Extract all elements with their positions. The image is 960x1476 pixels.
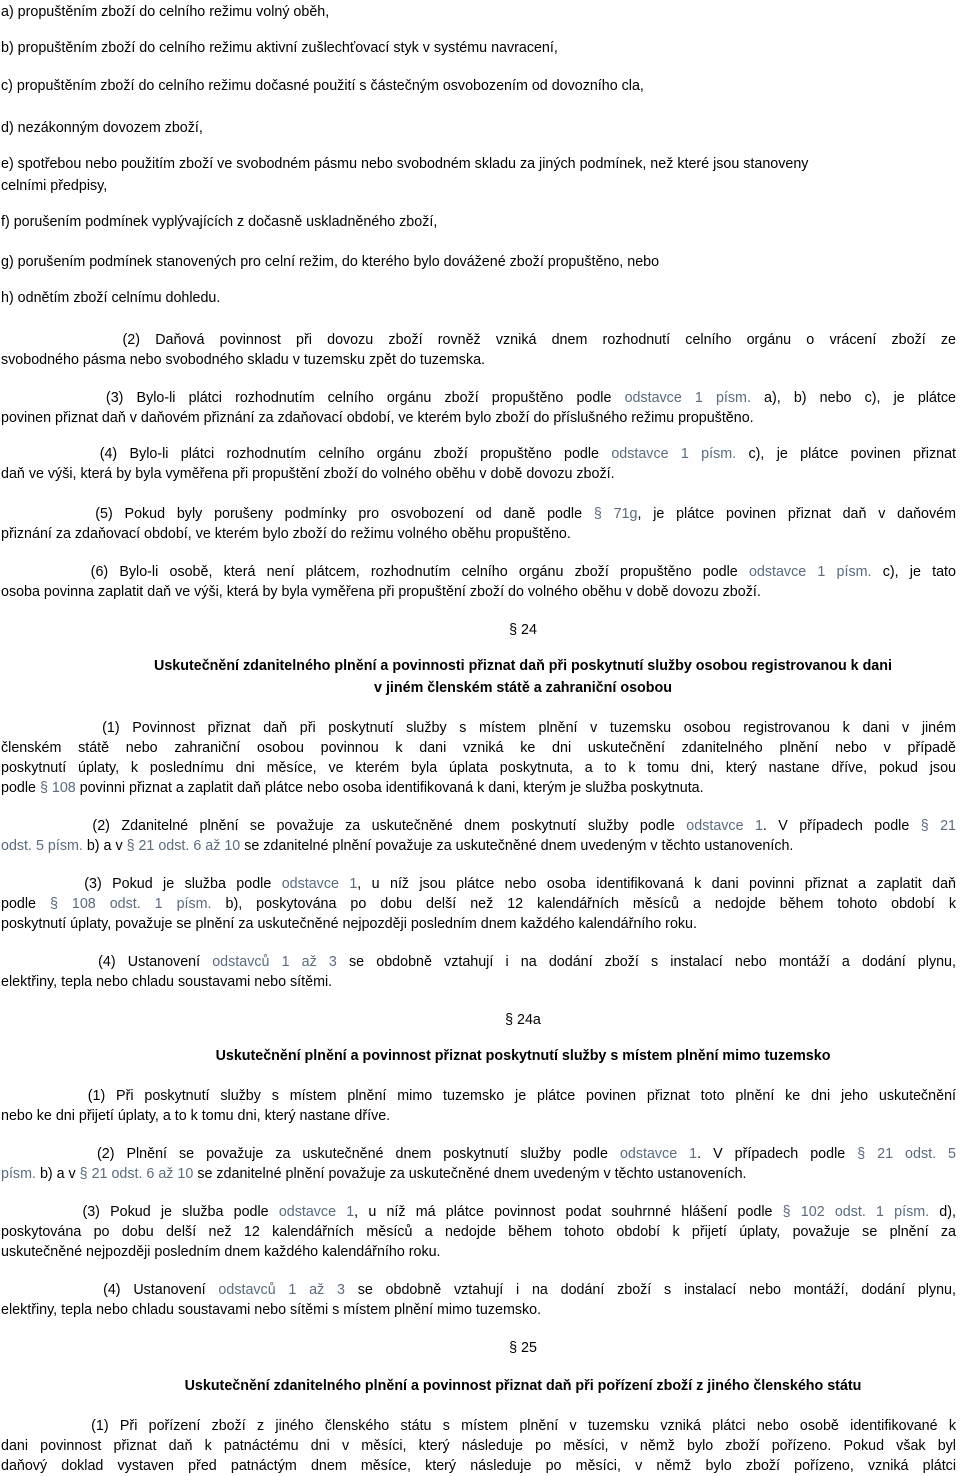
text-segment: (4) Bylo-li plátci rozhodnutím celního orgánu zboží propuštěno podle	[1, 446, 612, 462]
text-line	[1, 758, 956, 778]
text-line	[1, 894, 956, 914]
text-line	[1, 914, 956, 934]
text-line	[1, 76, 956, 96]
text-segment: celními předpisy,	[1, 178, 108, 194]
text-line	[1, 1456, 956, 1476]
text-line	[1, 1300, 956, 1320]
law-reference-link[interactable]: § 21 odst. 6 až 10	[79, 1166, 194, 1182]
law-reference-link[interactable]: § 108	[39, 780, 76, 796]
law-reference-link[interactable]: § 71g	[593, 506, 638, 522]
text-line	[1, 408, 956, 428]
text-line	[1, 874, 956, 894]
law-reference-link[interactable]: odstavce 1 písm.	[611, 446, 737, 462]
text-segment: b) a v	[82, 838, 127, 854]
section-number	[0, 620, 960, 640]
text-segment: dani povinnost přiznat daň k patnáctému dni v měsíci, který následuje po měsíci, v němž bylo zboží pořízeno. Pokud však byl	[1, 1438, 956, 1454]
law-reference-link[interactable]: odstavce 1	[619, 1146, 698, 1162]
text-segment: b) propuštěním zboží do celního režimu aktivní zušlechťovací styk v systému navracení,	[1, 40, 558, 56]
text-line	[1, 330, 956, 350]
text-segment: daňový doklad vystaven před patnáctým dnem měsíce, který následuje po měsíci, v němž bylo zboží pořízeno, vzniká plátci	[1, 1458, 956, 1474]
text-segment: (2) Daňová povinnost při dovozu zboží rovněž vzniká dnem rozhodnutí celního orgánu o vrácení zboží ze	[1, 332, 956, 348]
law-reference-link[interactable]: odstavce 1	[281, 876, 358, 892]
text-line	[1, 972, 956, 992]
text-line	[1, 1242, 956, 1262]
text-segment: poskytnutí úplaty, k poslednímu dni měsíce, ve kterém byla úplata poskytnuta, a to k tomu dni, který nastane dříve, pokud jsou	[1, 760, 956, 776]
section-number	[0, 1010, 960, 1030]
text-segment: (6) Bylo-li osobě, která není plátcem, rozhodnutím celního orgánu zboží propuštěno podle	[1, 564, 749, 580]
law-reference-link[interactable]: odstavců 1 až 3	[212, 954, 337, 970]
text-segment: a) propuštěním zboží do celního režimu volný oběh,	[1, 4, 330, 20]
text-segment: se zdanitelné plnění považuje za uskutečněné dnem uvedeným v těchto ustanoveních.	[240, 838, 794, 854]
text-line	[1, 1164, 956, 1184]
text-line	[1, 38, 956, 58]
text-segment: b), poskytována po dobu delší než 12 kalendářních měsíců a nedojde během tohoto období k	[211, 896, 956, 912]
text-line	[1, 1144, 956, 1164]
text-line	[1, 1106, 956, 1126]
text-segment: svobodného pásma nebo svobodného skladu v tuzemsku zpět do tuzemska.	[1, 352, 486, 368]
text-line	[1, 836, 956, 856]
text-line	[1, 816, 956, 836]
text-line	[1, 154, 956, 174]
law-reference-link[interactable]: odstavců 1 až 3	[218, 1282, 345, 1298]
text-segment: podle	[1, 896, 50, 912]
text-segment: , u níž má plátce povinnost podat souhrnné hlášení podle	[354, 1204, 783, 1220]
text-line	[1, 718, 956, 738]
text-line	[1, 1202, 956, 1222]
law-reference-link[interactable]: písm.	[1, 1166, 36, 1182]
section-number	[0, 1338, 960, 1358]
text-line	[1, 1086, 956, 1106]
text-segment: c), je plátce povinen přiznat	[736, 446, 956, 462]
text-segment: se obdobně vztahují i na dodání zboží s instalací nebo montáží a dodání plynu,	[336, 954, 956, 970]
law-reference-link[interactable]: § 102 odst. 1 písm.	[782, 1204, 930, 1220]
text-line	[1, 118, 956, 138]
text-segment: g) porušením podmínek stanovených pro celní režim, do kterého bylo dovážené zboží propuštěno, nebo	[1, 254, 660, 270]
text-line	[1, 252, 956, 272]
text-segment: (3) Pokud je služba podle	[1, 1204, 279, 1220]
law-reference-link[interactable]: § 21 odst. 5	[857, 1146, 957, 1162]
text-segment: , je plátce povinen přiznat daň v daňovém	[637, 506, 956, 522]
text-line	[1, 778, 956, 798]
text-segment: c) propuštěním zboží do celního režimu dočasné použití s částečným osvobozením od dovozního cla,	[1, 78, 644, 94]
text-segment: , u níž jsou plátce nebo osoba identifikovaná k dani povinni přiznat a zaplatit daň	[357, 876, 956, 892]
law-reference-link[interactable]: § 21 odst. 6 až 10	[126, 838, 241, 854]
text-segment: f) porušením podmínek vyplývajících z dočasně uskladněného zboží,	[1, 214, 438, 230]
section-heading-line	[0, 1376, 960, 1396]
text-segment: povinen přiznat daň v daňovém přiznání za zdaňovací období, ve kterém bylo zboží do příslušného režimu propuštěno.	[1, 410, 754, 426]
text-segment: (1) Při poskytnutí služby s místem plnění mimo tuzemsko je plátce povinen přiznat toto plnění ke dni jeho uskutečnění	[1, 1088, 956, 1104]
text-line	[1, 464, 956, 484]
text-segment: (2) Zdanitelné plnění se považuje za uskutečněné dnem poskytnutí služby podle	[1, 818, 687, 834]
text-segment: (3) Pokud je služba podle	[1, 876, 282, 892]
text-segment: (1) Při pořízení zboží z jiného členského státu s místem plnění v tuzemsku vzniká plátci nebo osobě identifikované k	[1, 1418, 956, 1434]
text-line	[1, 444, 956, 464]
law-reference-link[interactable]: odstavce 1	[278, 1204, 355, 1220]
text-segment: daň ve výši, která by byla vyměřena při propuštění zboží do volného oběhu v době dovozu zboží.	[1, 466, 615, 482]
text-segment: se zdanitelné plnění považuje za uskutečněné dnem uvedeným v těchto ustanoveních.	[193, 1166, 747, 1182]
law-reference-link[interactable]: odstavce 1	[686, 818, 763, 834]
text-segment: b) a v	[35, 1166, 80, 1182]
law-reference-link[interactable]: odstavce 1 písm.	[748, 564, 872, 580]
text-segment: (2) Plnění se považuje za uskutečněné dnem poskytnutí služby podle	[1, 1146, 620, 1162]
text-segment: členském státě nebo zahraniční osobou povinnou k dani vzniká ke dni uskutečnění zdanitelného plnění nebo v případě	[1, 740, 956, 756]
text-segment: (1) Povinnost přiznat daň při poskytnutí služby s místem plnění v tuzemsku osobou registrovanou k dani v jiném	[1, 720, 956, 736]
text-line	[1, 1222, 956, 1242]
text-segment: Uskutečnění zdanitelného plnění a povinnosti přiznat daň při poskytnutí služby osobou registrovanou k dani	[154, 658, 892, 674]
section-heading-line	[0, 1046, 960, 1066]
text-segment: a), b) nebo c), je plátce	[750, 390, 957, 406]
text-line	[1, 1416, 956, 1436]
text-segment: § 24a	[505, 1012, 541, 1028]
text-line	[1, 524, 956, 544]
section-heading-line	[0, 656, 960, 676]
text-segment: § 25	[509, 1340, 537, 1356]
text-segment: elektřiny, tepla nebo chladu soustavami nebo sítěmi.	[1, 974, 333, 990]
law-reference-link[interactable]: § 21	[920, 818, 957, 834]
text-segment: . V případech podle	[762, 818, 921, 834]
text-segment: se obdobně vztahují i na dodání zboží s instalací nebo montáží, dodání plynu,	[344, 1282, 956, 1298]
text-line	[1, 1280, 956, 1300]
text-line	[1, 176, 956, 196]
text-segment: poskytnutí úplaty, považuje se plnění za uskutečněné nejpozději posledním dnem každého kalendářního roku.	[1, 916, 697, 932]
text-segment: d) nezákonným dovozem zboží,	[1, 120, 203, 136]
text-segment: (4) Ustanovení	[1, 954, 213, 970]
text-segment: nebo ke dni přijetí úplaty, a to k tomu dni, který nastane dříve.	[1, 1108, 391, 1124]
text-segment: h) odnětím zboží celnímu dohledu.	[1, 290, 221, 306]
text-segment: d),	[929, 1204, 956, 1220]
text-segment: (3) Bylo-li plátci rozhodnutím celního orgánu zboží propuštěno podle	[1, 390, 625, 406]
text-line	[1, 288, 956, 308]
text-line	[1, 1436, 956, 1456]
law-reference-link[interactable]: odst. 5 písm.	[1, 838, 83, 854]
text-line	[1, 504, 956, 524]
law-reference-link[interactable]: odstavce 1 písm.	[624, 390, 751, 406]
text-segment: Uskutečnění zdanitelného plnění a povinnost přiznat daň při pořízení zboží z jiného členského státu	[184, 1378, 862, 1394]
section-heading-line	[0, 678, 960, 698]
text-line	[1, 562, 956, 582]
text-line	[1, 388, 956, 408]
text-line	[1, 2, 956, 22]
text-segment: c), je tato	[871, 564, 956, 580]
text-line	[1, 350, 956, 370]
text-segment: přiznání za zdaňovací období, ve kterém bylo zboží do režimu volného oběhu propuštěno.	[1, 526, 571, 542]
text-segment: § 24	[509, 622, 537, 638]
text-segment: . V případech podle	[697, 1146, 858, 1162]
text-segment: uskutečněné nejpozději posledním dnem každého kalendářního roku.	[1, 1244, 441, 1260]
text-segment: poskytována po dobu delší než 12 kalendářních měsíců a nedojde během tohoto období k přijetí úplaty, považuje se plnění za	[1, 1224, 956, 1240]
text-line	[1, 952, 956, 972]
text-line	[1, 582, 956, 602]
text-segment: Uskutečnění plnění a povinnost přiznat poskytnutí služby s místem plnění mimo tuzemsko	[215, 1048, 831, 1064]
text-line	[1, 738, 956, 758]
text-line	[1, 212, 956, 232]
text-segment: (4) Ustanovení	[1, 1282, 219, 1298]
text-segment: v jiném členském státě a zahraniční osobou	[374, 680, 672, 696]
text-segment: osoba povinna zaplatit daň ve výši, která by byla vyměřena při propuštění zboží do volného oběhu v době dovozu zboží.	[1, 584, 761, 600]
law-reference-link[interactable]: § 108 odst. 1 písm.	[49, 896, 212, 912]
text-segment: elektřiny, tepla nebo chladu soustavami nebo sítěmi s místem plnění mimo tuzemsko.	[1, 1302, 542, 1318]
text-segment: podle	[1, 780, 40, 796]
text-segment: (5) Pokud byly porušeny podmínky pro osvobození od daně podle	[1, 506, 594, 522]
text-segment: e) spotřebou nebo použitím zboží ve svobodném pásmu nebo svobodném skladu za jiných podmínek, než které jsou stanoveny	[1, 156, 809, 172]
text-segment: povinni přiznat a zaplatit daň plátce nebo osoba identifikovaná k dani, kterým je služba poskytnuta.	[75, 780, 704, 796]
